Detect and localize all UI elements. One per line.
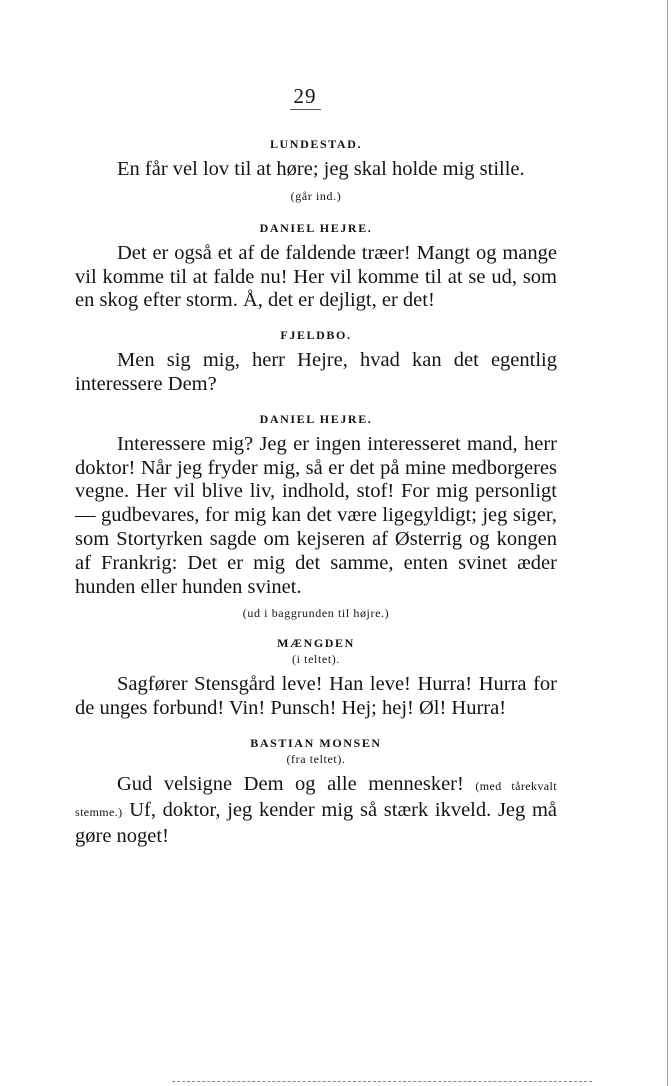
dialogue-bastian-monsen-part1: Gud velsigne Dem og alle mennesker!	[117, 772, 464, 795]
dialogue-maengden: Sagfører Stensgård leve! Han leve! Hurra! Hurra for de unges forbund! Vin! Punsch! Hej; hej! Øl! Hurra!	[75, 673, 557, 720]
dialogue-daniel-hejre-2: Interessere mig? Jeg er ingen interesseret mand, herr doktor! Når jeg fryder mig, så er det på mine medborgeres vegne. Her vil blive liv, indhold, stof! For mig personligt — gudbevares, for mig kan det være ligegyldigt; jeg siger, som Stortyrken sagde om kejseren af Østerrig og kongen af Frankrig: Det er mig det samme, enten svinet æder hunden eller hunden svinet.	[75, 432, 557, 598]
speaker-daniel-hejre-2: DANIEL HEJRE.	[259, 411, 373, 426]
dialogue-fjeldbo: Men sig mig, herr Hejre, hvad kan det egentlig interessere Dem?	[75, 349, 557, 395]
speaker-bastian-monsen: BASTIAN MONSEN	[250, 735, 382, 750]
stage-direction-ud-i-baggrunden: (ud i baggrunden til højre.)	[242, 606, 390, 621]
speaker-fjeldbo: FJELDBO.	[280, 328, 352, 343]
stage-direction-taarekvalt: (med tårekvalt stemme.)	[75, 778, 557, 819]
page-bottom-line	[172, 1081, 592, 1082]
speaker-note-fra-teltet: (fra teltet).	[286, 751, 346, 766]
speaker-lundestad: LUNDESTAD.	[269, 137, 363, 151]
stage-direction-gar-ind: (går ind.)	[290, 188, 342, 203]
speaker-note-i-teltet: (i teltet).	[292, 652, 340, 667]
page-number: 29	[0, 84, 610, 109]
dialogue-bastian-monsen-part2: Uf, doktor, jeg kender mig så stærk ikveld. Jeg må gøre noget!	[75, 798, 558, 847]
speaker-daniel-hejre-1: DANIEL HEJRE.	[259, 220, 373, 235]
dialogue-bastian-monsen	[75, 773, 557, 848]
page-edge-line	[667, 0, 668, 1086]
dialogue-lundestad: En får vel lov til at høre; jeg skal holde mig stille.	[117, 158, 525, 180]
dialogue-daniel-hejre-1: Det er også et af de faldende træer! Mangt og mange vil komme til at falde nu! Her vil komme til at se ud, som en skog efter storm. Å, det er dejligt, er det!	[75, 241, 557, 312]
speaker-maengden: MÆNGDEN	[277, 636, 355, 651]
page-text	[75, 136, 557, 848]
